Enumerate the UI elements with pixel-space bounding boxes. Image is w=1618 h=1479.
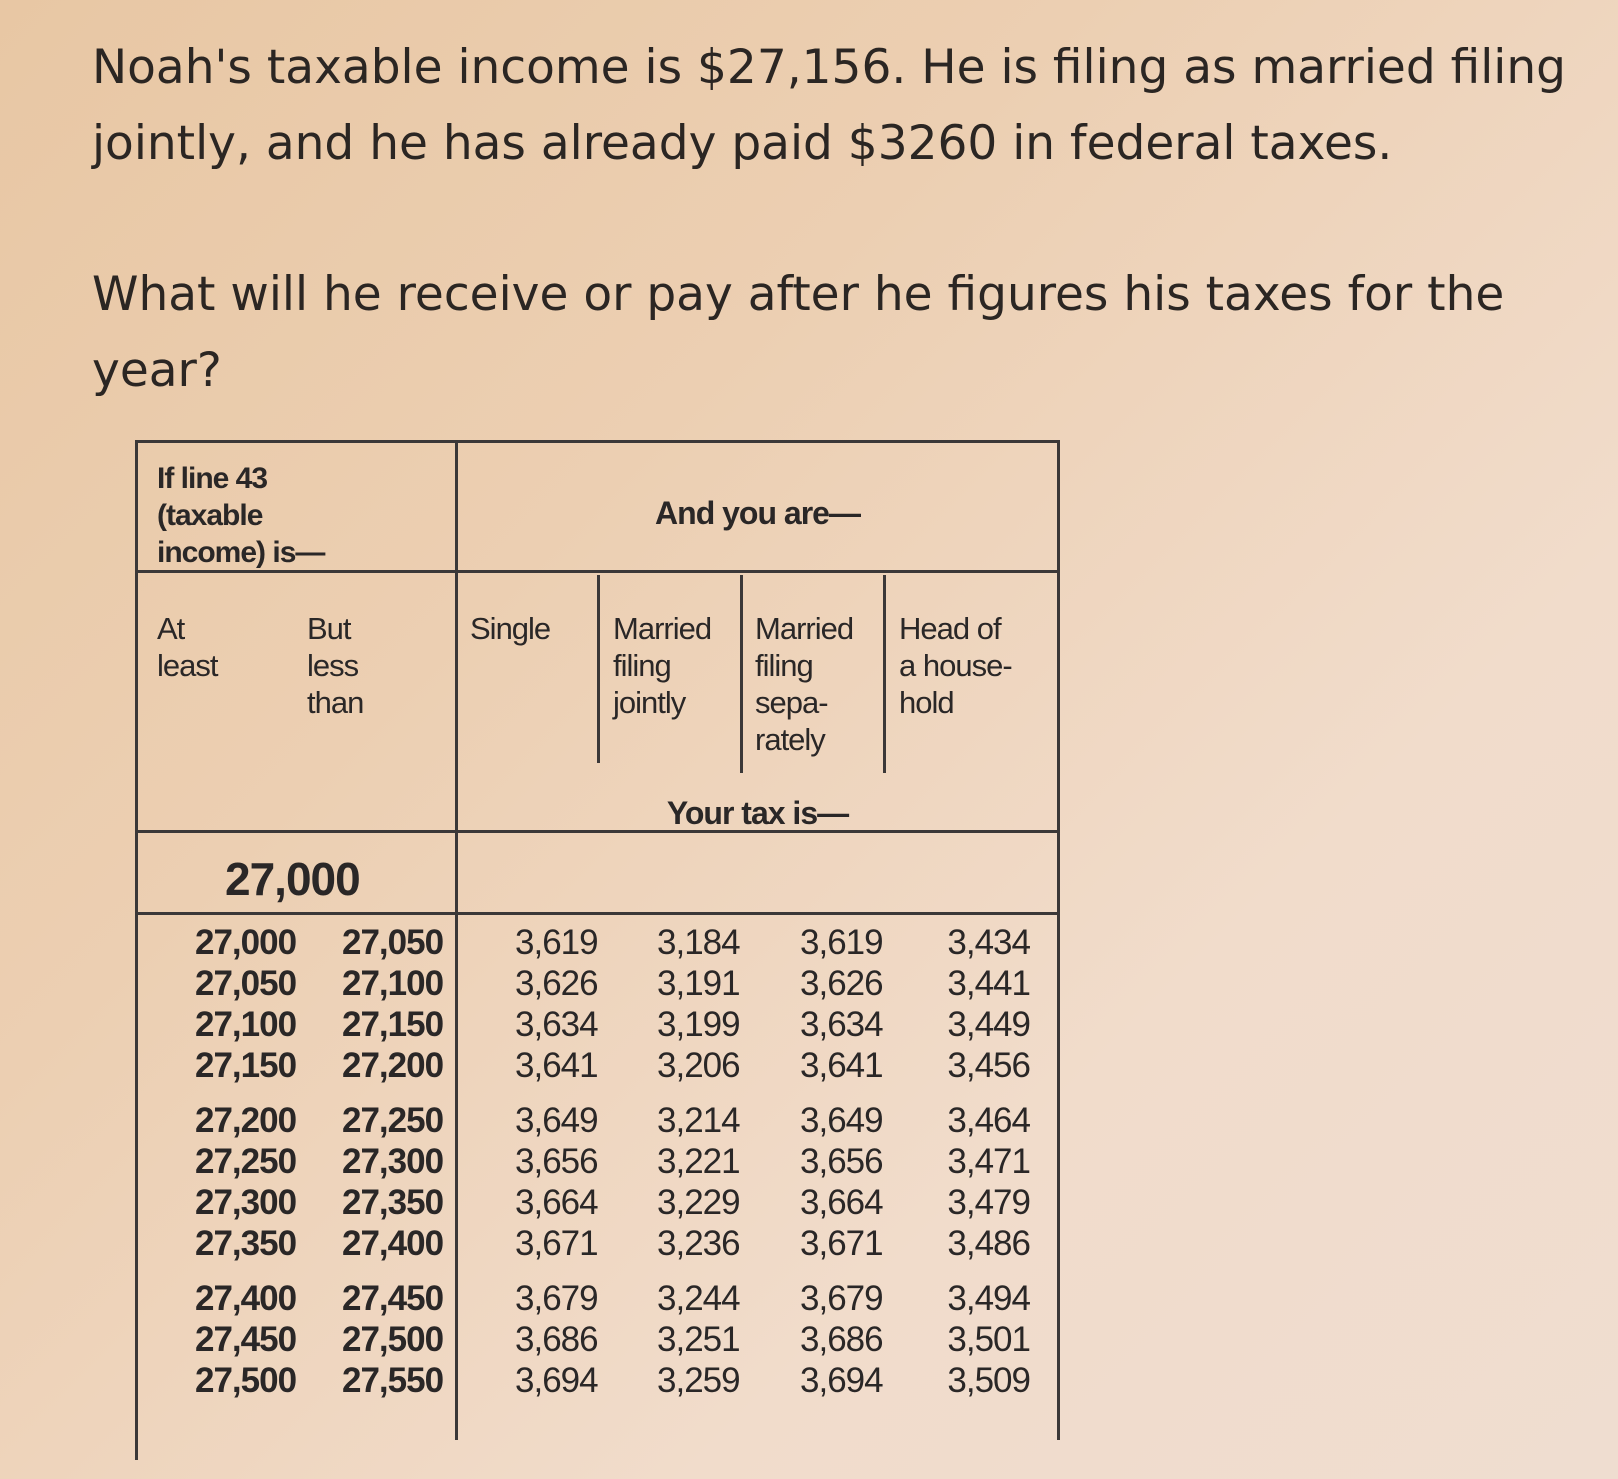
question-line-2: jointly, and he has already paid $3260 in federal taxes. xyxy=(92,116,1393,171)
table-row: 27,350 27,400 3,671 3,236 3,671 3,486 xyxy=(195,1224,1030,1263)
col-divider-2 xyxy=(740,575,743,773)
income-header: If line 43 (taxable income) is— xyxy=(157,462,325,569)
and-you-are-header: And you are— xyxy=(655,495,860,531)
table-row: 27,500 27,550 3,694 3,259 3,694 3,509 xyxy=(195,1361,1030,1400)
table-row: 27,250 27,300 3,656 3,221 3,656 3,471 xyxy=(195,1142,1030,1181)
table-row: 27,400 27,450 3,679 3,244 3,679 3,494 xyxy=(195,1279,1030,1318)
question-line-1: Noah's taxable income is $27,156. He is filing as married filing xyxy=(92,40,1566,95)
row-group-3 xyxy=(135,1278,1060,1401)
tax-table xyxy=(135,440,1060,1460)
col-single: Single xyxy=(470,611,551,646)
table-row: 27,100 27,150 3,634 3,199 3,634 3,449 xyxy=(195,1005,1030,1044)
table-section-bottom xyxy=(135,912,1060,915)
table-row: 27,200 27,250 3,649 3,214 3,649 3,464 xyxy=(195,1101,1030,1140)
table-row: 27,150 27,200 3,641 3,206 3,641 3,456 xyxy=(195,1046,1030,1085)
table-row: 27,000 27,050 3,619 3,184 3,619 3,434 xyxy=(195,923,1030,962)
col-but-less-than: But less than xyxy=(307,611,364,720)
table-row: 27,450 27,500 3,686 3,251 3,686 3,501 xyxy=(195,1320,1030,1359)
table-row: 27,050 27,100 3,626 3,191 3,626 3,441 xyxy=(195,964,1030,1003)
table-top-border xyxy=(135,440,1060,443)
col-divider-1 xyxy=(597,575,600,763)
question-text xyxy=(92,30,1572,409)
section-label-27000: 27,000 xyxy=(225,853,360,905)
col-divider-3 xyxy=(883,575,886,773)
question-line-3: What will he receive or pay after he figures his taxes for the year? xyxy=(92,267,1505,398)
your-tax-is-header: Your tax is— xyxy=(666,795,849,831)
col-head-of-household: Head of a house- hold xyxy=(899,611,1012,720)
col-married-filing-jointly: Married filing jointly xyxy=(613,611,712,720)
col-married-filing-separately: Married filing sepa- rately xyxy=(755,611,854,757)
col-at-least: At least xyxy=(157,611,218,683)
row-group-2 xyxy=(135,1100,1060,1264)
table-row: 27,300 27,350 3,664 3,229 3,664 3,479 xyxy=(195,1183,1030,1222)
row-group-1 xyxy=(135,922,1060,1086)
